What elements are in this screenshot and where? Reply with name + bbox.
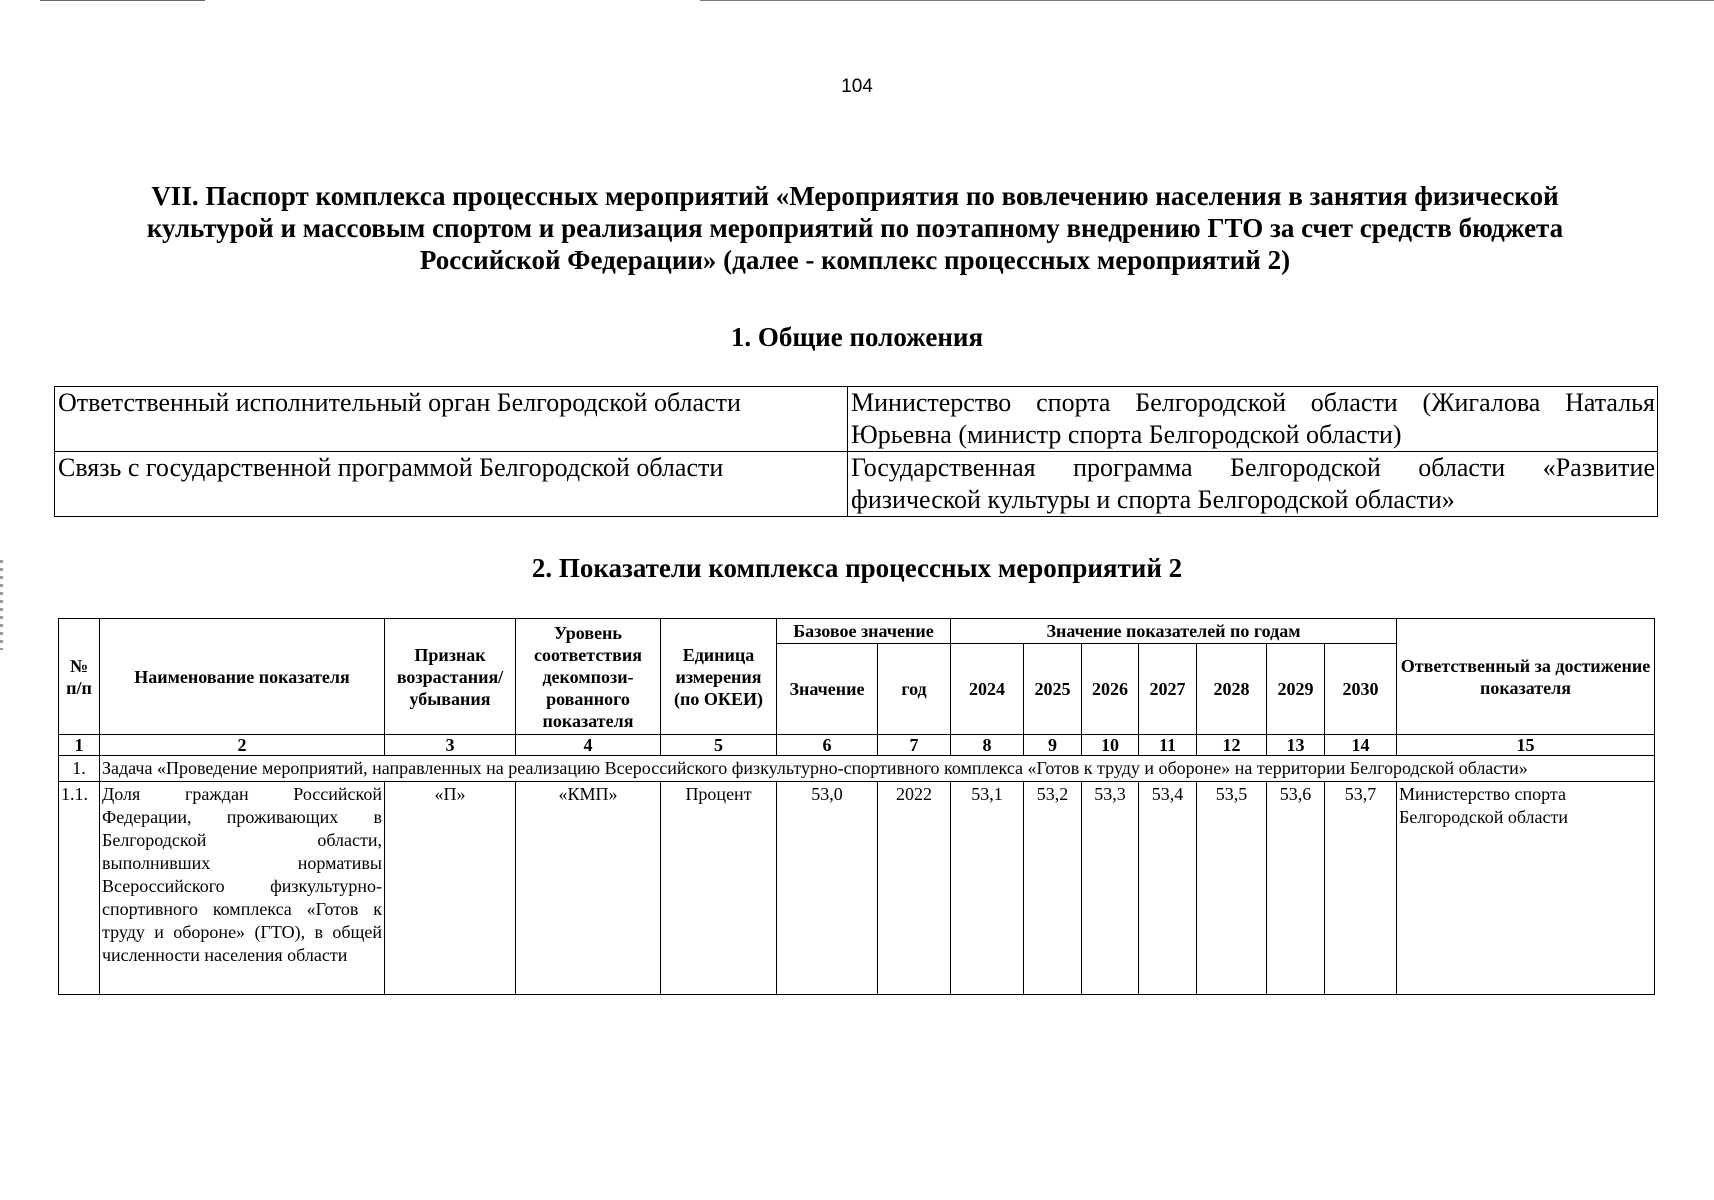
header-year: 2026 [1082, 644, 1139, 735]
indicator-name: Доля граждан Российской Федерации, проживающих в Белгородской области, выполнивших нормативы Всероссийского физкультурно-спортивного комплекса «Готов к труду и обороне» (ГТО), в общей численности населения области [100, 782, 385, 995]
row-value: Государственная программа Белгородской области «Развитие физической культуры и спорта Белгородской области» [848, 452, 1658, 517]
row-value: Министерство спорта Белгородской области (Жигалова Наталья Юрьевна (министр спорта Белгородской области) [848, 387, 1658, 452]
responsible-org: Министерство спорта Белгородской области [1397, 782, 1655, 995]
column-number: 9 [1024, 735, 1082, 756]
year-value: 53,2 [1024, 782, 1082, 995]
table-row [55, 387, 1658, 452]
header-unit: Единица измерения (по ОКЕИ) [661, 619, 777, 735]
section-heading-indicators: 2. Показатели комплекса процессных мероприятий 2 [531, 553, 1183, 583]
row-label: Связь с государственной программой Белгородской области [55, 452, 848, 517]
header-row [59, 619, 1655, 644]
header-year: 2024 [951, 644, 1024, 735]
general-provisions-table [54, 386, 1658, 517]
column-number-row [59, 735, 1655, 756]
table-row [55, 452, 1658, 517]
header-base-group: Базовое значение [777, 619, 951, 644]
base-year: 2022 [878, 782, 951, 995]
column-number: 7 [878, 735, 951, 756]
column-number: 10 [1082, 735, 1139, 756]
indicators-table [58, 618, 1655, 995]
column-number: 8 [951, 735, 1024, 756]
base-value: 53,0 [777, 782, 878, 995]
column-number: 11 [1139, 735, 1197, 756]
header-base-value: Значение [777, 644, 878, 735]
column-number: 1 [59, 735, 100, 756]
header-year: 2028 [1197, 644, 1267, 735]
row-label: Ответственный исполнительный орган Белгородской области [55, 387, 848, 452]
column-number: 3 [385, 735, 516, 756]
header-base-year: год [878, 644, 951, 735]
scan-edge-line [700, 0, 1714, 1]
column-number: 15 [1397, 735, 1655, 756]
column-number: 6 [777, 735, 878, 756]
column-number: 13 [1267, 735, 1325, 756]
column-number: 2 [100, 735, 385, 756]
header-name: Наименование показателя [100, 619, 385, 735]
header-years-group: Значение показателей по годам [951, 619, 1397, 644]
column-number: 12 [1197, 735, 1267, 756]
page-number: 104 [841, 76, 873, 97]
header-year: 2030 [1325, 644, 1397, 735]
header-level: Уровень соответствия декомпози-рованного показателя [516, 619, 661, 735]
column-number: 5 [661, 735, 777, 756]
document-title: VII. Паспорт комплекса процессных мероприятий «Мероприятия по вовлечению населения в занятия физической культурой и массовым спортом и реализация мероприятий по поэтапному внедрению ГТО за счет средств бюджета Российской Федерации» (далее - комплекс процессных мероприятий 2) [146, 181, 1564, 275]
year-value: 53,4 [1139, 782, 1197, 995]
year-value: 53,1 [951, 782, 1024, 995]
year-value: 53,7 [1325, 782, 1397, 995]
task-text: Задача «Проведение мероприятий, направленных на реализацию Всероссийского физкультурно-спортивного комплекса «Готов к труду и обороне» на территории Белгородской области» [100, 756, 1655, 782]
indicator-level: «КМП» [516, 782, 661, 995]
indicator-unit: Процент [661, 782, 777, 995]
section-heading-general: 1. Общие положения [730, 322, 984, 352]
column-number: 14 [1325, 735, 1397, 756]
header-year: 2029 [1267, 644, 1325, 735]
header-num: № п/п [59, 619, 100, 735]
row-number: 1.1. [59, 782, 100, 995]
task-number: 1. [59, 756, 100, 782]
scan-edge-line [40, 0, 205, 1]
header-year: 2027 [1139, 644, 1197, 735]
header-year: 2025 [1024, 644, 1082, 735]
header-responsible: Ответственный за достижение показателя [1397, 619, 1655, 735]
year-value: 53,6 [1267, 782, 1325, 995]
header-sign: Признак возрастания/ убывания [385, 619, 516, 735]
year-value: 53,3 [1082, 782, 1139, 995]
table-row [59, 782, 1655, 995]
year-value: 53,5 [1197, 782, 1267, 995]
task-row [59, 756, 1655, 782]
column-number: 4 [516, 735, 661, 756]
indicator-sign: «П» [385, 782, 516, 995]
